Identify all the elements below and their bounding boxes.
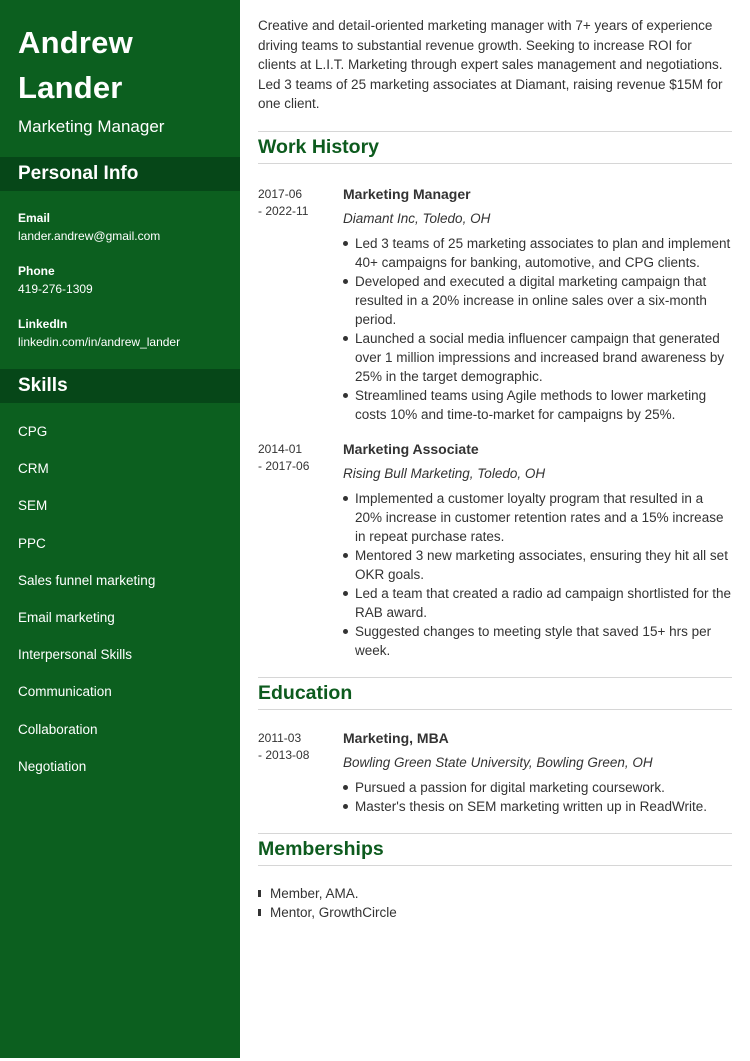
bullet-list (343, 234, 732, 424)
email-label: Email (18, 211, 51, 225)
skill-item: Collaboration (18, 721, 98, 737)
skill-item: Email marketing (18, 609, 115, 625)
education-heading: Education (258, 677, 732, 710)
company: Diamant Inc, Toledo, OH (343, 210, 491, 226)
work-entry (258, 440, 732, 660)
linkedin-label: LinkedIn (18, 317, 68, 331)
bullet-item: Developed and executed a digital marketing campaign that resulted in a 20% increase in online sales over a six-month period. (343, 272, 732, 329)
bullet-item: Pursued a passion for digital marketing coursework. (343, 778, 732, 797)
skill-item: Interpersonal Skills (18, 647, 133, 663)
skill-item: PPC (18, 535, 46, 551)
summary: Creative and detail-oriented marketing manager with 7+ years of experience driving teams to substantial revenue growth. Seeking to increase ROI for clients at L.I.T. Marketing through expert sales management and negotiations. Led 3 teams of 25 marketing associates at Diamant, raising revenue $15M for one client. (258, 18, 723, 111)
email-value[interactable]: lander.andrew@gmail.com (18, 229, 161, 243)
skills-list (0, 403, 240, 785)
bullet-item: Streamlined teams using Agile methods to lower marketing costs 10% and time-to-market for campaigns by 25%. (343, 386, 732, 424)
main-content (258, 16, 732, 922)
bullet-list (343, 778, 732, 816)
entry-body (343, 729, 732, 816)
skill-item: Communication (18, 684, 112, 700)
candidate-name (0, 0, 240, 110)
date-start: 2011-03 (258, 730, 302, 745)
degree-title: Marketing, MBA (343, 729, 449, 746)
bullet-item: Master's thesis on SEM marketing written up in ReadWrite. (343, 797, 732, 816)
skill-item: CPG (18, 424, 48, 439)
skill-item: SEM (18, 498, 48, 514)
entry-body (343, 185, 732, 424)
membership-item: Member, AMA. (258, 884, 732, 903)
bullet-item: Led 3 teams of 25 marketing associates to plan and implement 40+ campaigns for banking, automotive, and CPG clients. (343, 234, 732, 272)
date-start: 2017-06 (258, 186, 303, 201)
bullet-list (343, 489, 732, 660)
education-entry (258, 729, 732, 816)
company: Rising Bull Marketing, Toledo, OH (343, 465, 546, 481)
date-end: - 2022-11 (258, 203, 309, 218)
memberships-list (258, 884, 732, 922)
entry-date (258, 729, 343, 816)
job-role: Marketing Manager (18, 117, 165, 136)
first-name: Andrew (18, 25, 133, 60)
skill-item: CRM (18, 461, 49, 477)
work-history-heading: Work History (258, 131, 732, 164)
skill-item: Negotiation (18, 758, 87, 774)
date-end: - 2013-08 (258, 747, 310, 762)
phone-label: Phone (18, 264, 55, 278)
work-entry (258, 185, 732, 424)
entry-body (343, 440, 732, 660)
job-title: Marketing Manager (343, 185, 471, 202)
bullet-item: Led a team that created a radio ad campaign shortlisted for the RAB award. (343, 584, 732, 622)
phone-item (18, 263, 222, 298)
linkedin-value[interactable]: linkedin.com/in/andrew_lander (18, 335, 181, 349)
school: Bowling Green State University, Bowling Green, OH (343, 754, 653, 770)
bullet-item: Suggested changes to meeting style that saved 15+ hrs per week. (343, 622, 732, 660)
phone-value[interactable]: 419-276-1309 (18, 282, 93, 296)
personal-info-list (0, 191, 240, 351)
email-item (18, 210, 222, 245)
sidebar (0, 0, 240, 1058)
bullet-item: Launched a social media influencer campaign that generated over 1 million impressions and increased brand awareness by 25% in the target demographic. (343, 329, 732, 386)
entry-date (258, 440, 343, 660)
memberships-heading: Memberships (258, 833, 732, 866)
last-name: Lander (18, 70, 123, 105)
linkedin-item (18, 316, 222, 351)
personal-info-heading: Personal Info (0, 157, 240, 191)
bullet-item: Implemented a customer loyalty program that resulted in a 20% increase in customer retention rates and a 15% increase in repeat purchase rates. (343, 489, 732, 546)
skills-heading: Skills (0, 369, 240, 403)
job-title: Marketing Associate (343, 440, 479, 457)
date-end: - 2017-06 (258, 458, 310, 473)
skill-item: Sales funnel marketing (18, 572, 156, 588)
entry-date (258, 185, 343, 424)
membership-item: Mentor, GrowthCircle (258, 903, 732, 922)
bullet-item: Mentored 3 new marketing associates, ensuring they hit all set OKR goals. (343, 546, 732, 584)
date-start: 2014-01 (258, 441, 303, 456)
